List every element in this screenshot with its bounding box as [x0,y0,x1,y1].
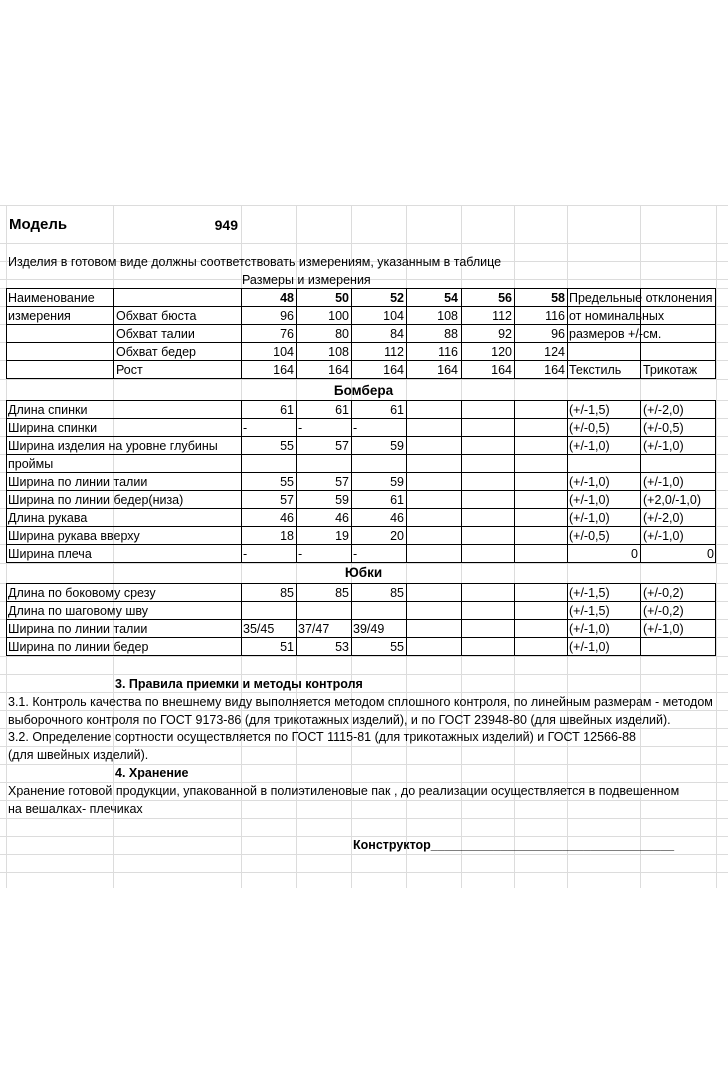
sizes-title: Размеры и измерения [242,273,371,287]
measure-value: 55 [390,640,404,654]
measure-value [299,455,349,473]
measure-value: 85 [335,586,349,600]
body-measure-value: 112 [492,309,512,323]
textile-tolerance: (+/-0,5) [569,421,610,435]
textile-tolerance: (+/-1,0) [569,511,610,525]
measure-value: 20 [390,529,404,543]
knit-tolerance: (+2,0/-1,0) [643,493,702,507]
body-measure-value: 108 [328,345,349,359]
measure-value [244,602,294,620]
measure-value: 18 [280,529,294,543]
measure-label: Длина по шаговому шву [8,604,149,618]
size-header: 52 [390,291,404,305]
body-measure-value: 104 [273,345,294,359]
measure-label: Ширина по линии бедер(низа) [8,493,184,507]
measure-label: Длина по боковому срезу [8,586,156,600]
body-measure-value: 164 [383,363,404,377]
measure-label: Ширина спинки [8,421,98,435]
body-measure-value: 116 [438,345,458,359]
measure-value [244,455,294,473]
measure-value: 53 [335,640,349,654]
body-measure-value: 112 [384,345,404,359]
textile-tolerance: (+/-1,0) [569,475,610,489]
storage-title: 4. Хранение [115,766,189,780]
knit-tolerance: (+/-1,0) [643,529,684,543]
textile-tolerance: (+/-0,5) [569,529,610,543]
rules-title: 3. Правила приемки и методы контроля [115,677,363,691]
knit-tolerance: (+/-1,0) [643,622,684,636]
spreadsheet [0,205,728,888]
body-measure-value: 84 [390,327,404,341]
measure-label: Ширина изделия на уровне глубины [8,439,218,453]
body-measure-value: 116 [545,309,565,323]
knit-tolerance: (+/-0,5) [643,421,684,435]
rules-line-3: 3.2. Определение сортности осуществляется по ГОСТ 1115-81 (для трикотажных изделий) и ГОСТ 12566-88 [8,730,637,744]
measure-value: 39/49 [353,622,385,636]
measure-value: 85 [390,586,404,600]
measure-value: 46 [280,511,294,525]
body-measure-value: 92 [498,327,512,341]
model-number: 949 [214,217,238,233]
size-header: 56 [498,291,512,305]
storage-line-2: на вешалках- плечиках [8,802,143,816]
measure-value: 55 [280,439,294,453]
body-measure-value: 88 [444,327,458,341]
measure-value: 61 [390,493,404,507]
intro-text: Изделия в готовом виде должны соответствовать измерениям, указанным в таблице [8,255,502,269]
knit-tolerance: (+/-0,2) [643,586,684,600]
textile-header: Текстиль [569,363,622,377]
section-skirts: Юбки [344,565,383,580]
body-measure-value: 164 [273,363,294,377]
deviation-header-1: Предельные отклонения [569,291,713,305]
body-measure-value: 108 [437,309,458,323]
measure-value: 57 [335,475,349,489]
measure-value: 59 [390,439,404,453]
textile-tolerance: (+/-1,0) [569,640,610,654]
measure-value: 85 [280,586,294,600]
measure-value: 19 [335,529,349,543]
measure-value: 57 [280,493,294,507]
header-name-1: Наименование [8,291,95,305]
measure-value: 46 [335,511,349,525]
body-measure-value: 124 [544,345,565,359]
measure-value: 59 [390,475,404,489]
knit-tolerance: (+/-1,0) [643,439,684,453]
body-measure-label: Обхват талии [116,327,195,341]
storage-line-1: Хранение готовой продукции, упакованной в полиэтиленовые пак , до реализации осуществляется в подвешенном [8,784,680,798]
knit-tolerance: 0 [707,547,714,561]
measure-value: - [353,547,358,561]
size-header: 48 [280,291,294,305]
textile-tolerance: (+/-1,0) [569,439,610,453]
body-measure-value: 164 [491,363,512,377]
measure-label: Длина спинки [8,403,88,417]
knit-header: Трикотаж [643,363,698,377]
measure-label: проймы [8,457,54,471]
measure-label: Ширина по линии талии [8,622,148,636]
measure-value [299,602,349,620]
textile-tolerance: (+/-1,5) [569,604,610,618]
textile-tolerance: (+/-1,5) [569,403,610,417]
body-measure-value: 164 [544,363,565,377]
measure-value: 61 [335,403,349,417]
body-measure-value: 96 [551,327,565,341]
measure-value [354,602,404,620]
measure-value: 51 [280,640,294,654]
body-measure-label: Обхват бюста [116,309,197,323]
knit-tolerance: (+/-2,0) [643,403,684,417]
body-measure-label: Обхват бедер [116,345,196,359]
measure-value: - [298,421,303,435]
body-measure-value: 100 [328,309,349,323]
measure-label: Ширина по линии талии [8,475,148,489]
body-measure-value: 164 [328,363,349,377]
measure-value: - [243,421,248,435]
textile-tolerance: (+/-1,0) [569,622,610,636]
textile-tolerance: (+/-1,0) [569,493,610,507]
measure-value: 59 [335,493,349,507]
knit-tolerance: (+/-0,2) [643,604,684,618]
body-measure-value: 104 [383,309,404,323]
measure-label: Ширина по линии бедер [8,640,149,654]
rules-line-2: выборочного контроля по ГОСТ 9173-86 (для трикотажных изделий), и по ГОСТ 23948-80 (для швейных изделий). [8,713,671,727]
deviation-header-2: от номинальных [569,309,665,323]
knit-tolerance: (+/-2,0) [643,511,684,525]
measure-value: 55 [280,475,294,489]
measure-value: 35/45 [243,622,275,636]
measure-value: - [243,547,248,561]
header-name-2: измерения [8,309,71,323]
knit-tolerance: (+/-1,0) [643,475,684,489]
measure-value: 37/47 [298,622,330,636]
body-measure-value: 164 [437,363,458,377]
body-measure-value: 80 [335,327,349,341]
body-measure-value: 120 [491,345,512,359]
textile-tolerance: (+/-1,5) [569,586,610,600]
section-bomber: Бомбера [333,383,394,398]
size-header: 54 [444,291,458,305]
measure-label: Длина рукава [8,511,88,525]
rules-line-4: (для швейных изделий). [8,748,149,762]
deviation-header-3: размеров +/-см. [569,327,662,341]
measure-value: 61 [390,403,404,417]
size-header: 50 [335,291,349,305]
measure-value: - [298,547,303,561]
measure-value: - [353,421,358,435]
body-measure-value: 76 [280,327,294,341]
measure-label: Ширина плеча [8,547,92,561]
measure-label: Ширина рукава вверху [8,529,140,543]
measure-value: 46 [390,511,404,525]
measure-value: 61 [280,403,294,417]
measure-value [354,455,404,473]
body-measure-label: Рост [116,363,143,377]
size-header: 58 [551,291,565,305]
body-measure-value: 96 [280,309,294,323]
constructor-signature: Конструктор___________________________________ [353,838,675,852]
textile-tolerance: 0 [631,547,638,561]
model-label: Модель [9,216,68,233]
rules-line-1: 3.1. Контроль качества по внешнему виду выполняется методом сплошного контроля, по линейным размерам - методом [8,695,713,709]
measure-value: 57 [335,439,349,453]
